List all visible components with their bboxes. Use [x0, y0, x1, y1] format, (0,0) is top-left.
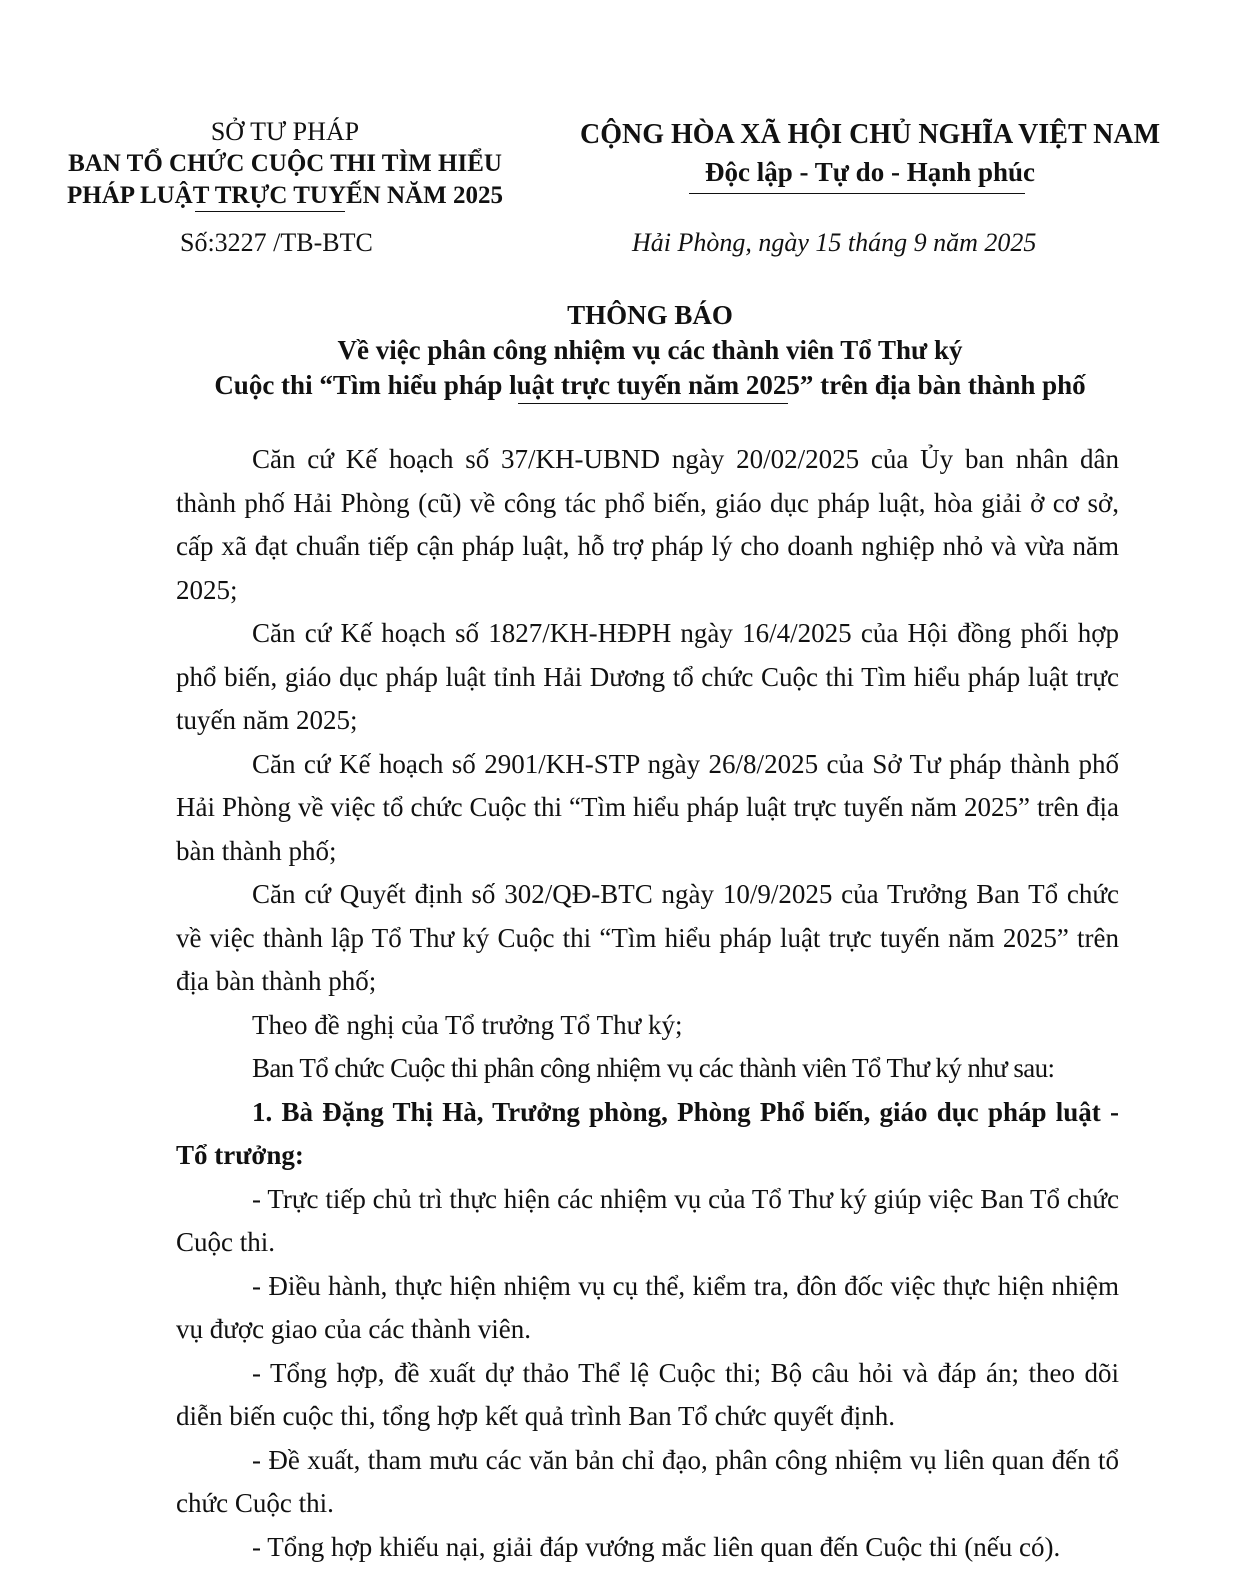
legal-basis-1: Căn cứ Kế hoạch số 37/KH-UBND ngày 20/02/2025 của Ủy ban nhân dân thành phố Hải Phòng (cũ) về công tác phổ biến, giáo dục pháp luật, hòa giải ở cơ sở, cấp xã đạt chuẩn tiếp cận pháp luật, hỗ trợ pháp lý cho doanh nghiệp nhỏ và vừa năm 2025;: [176, 444, 1119, 605]
national-title: CỘNG HÒA XÃ HỘI CHỦ NGHĨA VIỆT NAM: [579, 119, 1161, 150]
duty-item-3: - Tổng hợp, đề xuất dự thảo Thể lệ Cuộc thi; Bộ câu hỏi và đáp án; theo dõi diễn biến cuộc thi, tổng hợp kết quả trình Ban Tổ chức quyết định.: [176, 1357, 1119, 1431]
document-subject-line2: Cuộc thi “Tìm hiểu pháp luật trực tuyến năm 2025” trên địa bàn thành phố: [214, 370, 1086, 400]
legal-basis-3: Căn cứ Kế hoạch số 2901/KH-STP ngày 26/8/2025 của Sở Tư pháp thành phố Hải Phòng về việc tổ chức Cuộc thi “Tìm hiểu pháp luật trực tuyến năm 2025” trên địa bàn thành phố;: [176, 748, 1119, 866]
agency-name-line1: BAN TỔ CHỨC CUỘC THI TÌM HIỂU: [68, 150, 502, 177]
assignment-intro: Ban Tổ chức Cuộc thi phân công nhiệm vụ các thành viên Tổ Thư ký như sau:: [252, 1053, 1055, 1083]
document-title-block: [130, 297, 1170, 403]
document-number: Số:3227 /TB-BTC: [180, 228, 373, 257]
agency-parent: SỞ TƯ PHÁP: [210, 117, 360, 146]
document-type: THÔNG BÁO: [567, 300, 733, 330]
proposal-line: Theo đề nghị của Tổ trưởng Tổ Thư ký;: [252, 1009, 683, 1040]
national-motto: Độc lập - Tự do - Hạnh phúc: [704, 157, 1036, 187]
agency-underline: [195, 211, 345, 212]
title-underline: [518, 403, 788, 404]
duty-item-1: - Trực tiếp chủ trì thực hiện các nhiệm vụ của Tổ Thư ký giúp việc Ban Tổ chức Cuộc thi.: [176, 1183, 1119, 1257]
section-1-heading: 1. Bà Đặng Thị Hà, Trưởng phòng, Phòng Phổ biến, giáo dục pháp luật - Tổ trưởng:: [176, 1096, 1119, 1170]
agency-name-line2: PHÁP LUẬT TRỰC TUYẾN NĂM 2025: [67, 182, 503, 209]
document-subject-line1: Về việc phân công nhiệm vụ các thành viên Tổ Thư ký: [337, 335, 963, 365]
duty-item-4: - Đề xuất, tham mưu các văn bản chỉ đạo, phân công nhiệm vụ liên quan đến tổ chức Cuộc thi.: [176, 1444, 1119, 1518]
document-body: [176, 438, 1119, 1569]
issuing-agency-block: [30, 116, 540, 212]
place-date: Hải Phòng, ngày 15 tháng 9 năm 2025: [632, 228, 1037, 257]
national-header-block: [555, 116, 1185, 190]
duty-item-2: - Điều hành, thực hiện nhiệm vụ cụ thể, kiểm tra, đôn đốc việc thực hiện nhiệm vụ được giao của các thành viên.: [176, 1270, 1119, 1344]
legal-basis-4: Căn cứ Quyết định số 302/QĐ-BTC ngày 10/9/2025 của Trưởng Ban Tổ chức về việc thành lập Tổ Thư ký Cuộc thi “Tìm hiểu pháp luật trực tuyến năm 2025” trên địa bàn thành phố;: [176, 879, 1119, 996]
legal-basis-2: Căn cứ Kế hoạch số 1827/KH-HĐPH ngày 16/4/2025 của Hội đồng phối hợp phổ biến, giáo dục pháp luật tỉnh Hải Dương tổ chức Cuộc thi Tìm hiểu pháp luật trực tuyến năm 2025;: [176, 618, 1119, 735]
motto-underline: [689, 193, 1025, 194]
duty-item-5: - Tổng hợp khiếu nại, giải đáp vướng mắc liên quan đến Cuộc thi (nếu có).: [252, 1531, 1061, 1562]
